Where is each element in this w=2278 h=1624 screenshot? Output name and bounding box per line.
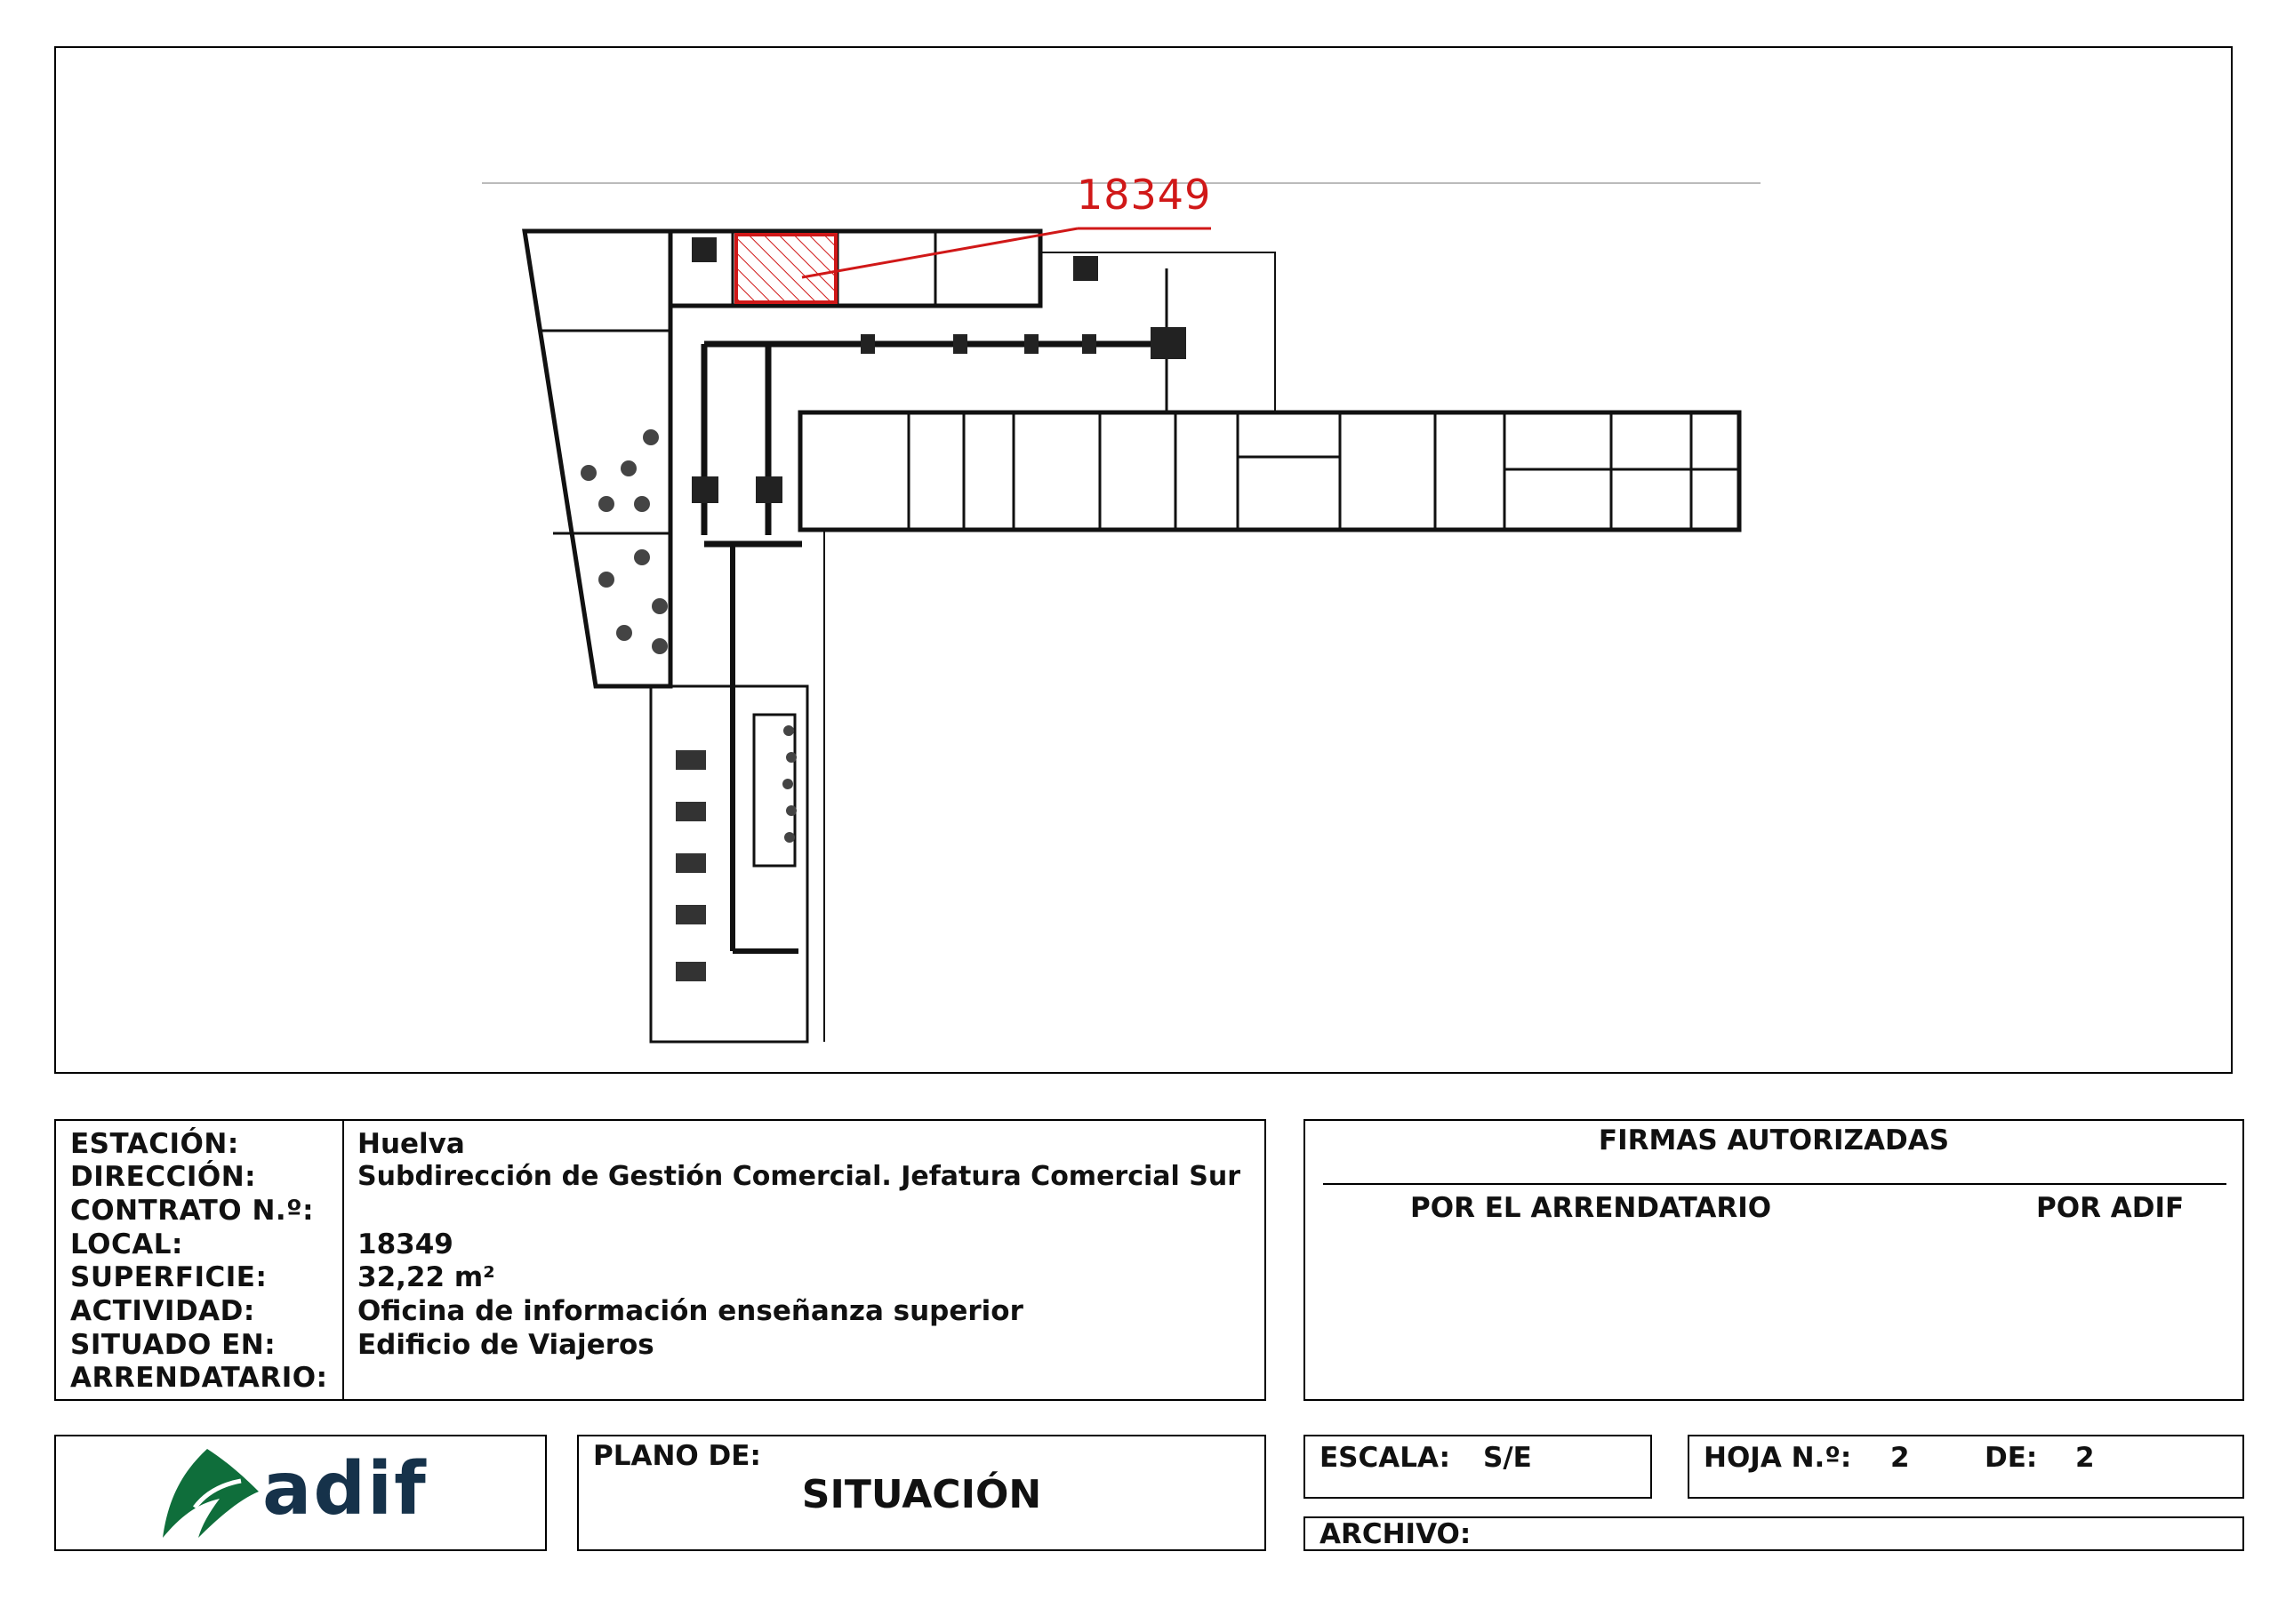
hoja-value: 2 xyxy=(1890,1442,1910,1474)
logo-box xyxy=(54,1435,547,1551)
label-local: LOCAL: xyxy=(70,1228,183,1260)
value-superficie: 32,22 m² xyxy=(357,1261,495,1293)
value-direccion: Subdirección de Gestión Comercial. Jefatura Comercial Sur xyxy=(357,1161,1241,1192)
escala-box xyxy=(1303,1435,1652,1499)
value-actividad: Oficina de información enseñanza superior xyxy=(357,1295,1023,1327)
value-local: 18349 xyxy=(357,1228,453,1260)
signature-tenant-label: POR EL ARRENDATARIO xyxy=(1410,1192,1772,1224)
hoja-de-label: DE: xyxy=(1985,1442,2038,1474)
value-estacion: Huelva xyxy=(357,1128,465,1160)
label-situado: SITUADO EN: xyxy=(70,1329,277,1361)
escala-value: S/E xyxy=(1483,1442,1532,1474)
signature-adif-label: POR ADIF xyxy=(2036,1192,2185,1224)
local-highlight xyxy=(736,235,836,302)
plano-label: PLANO DE: xyxy=(593,1440,761,1472)
label-direccion: DIRECCIÓN: xyxy=(70,1161,257,1193)
signatures-title: FIRMAS AUTORIZADAS xyxy=(1598,1124,1950,1156)
floor-plan-frame xyxy=(54,46,2233,1074)
label-estacion: ESTACIÓN: xyxy=(70,1128,239,1160)
hoja-box xyxy=(1688,1435,2244,1499)
plano-value: SITUACIÓN xyxy=(801,1472,1042,1517)
archivo-box xyxy=(1303,1516,2244,1551)
local-callout-label: 18349 xyxy=(1077,171,1212,219)
hoja-de-value: 2 xyxy=(2075,1442,2095,1474)
label-actividad: ACTIVIDAD: xyxy=(70,1295,255,1327)
signatures-box xyxy=(1303,1119,2244,1401)
escala-label: ESCALA: xyxy=(1319,1442,1450,1474)
archivo-label: ARCHIVO: xyxy=(1319,1518,1472,1550)
signatures-rule xyxy=(1323,1183,2226,1185)
label-superficie: SUPERFICIE: xyxy=(70,1261,268,1293)
label-contrato: CONTRATO N.º: xyxy=(70,1195,315,1227)
adif-logo-text: adif xyxy=(262,1447,428,1532)
plano-box xyxy=(577,1435,1266,1551)
info-divider xyxy=(342,1121,344,1399)
hoja-label: HOJA N.º: xyxy=(1704,1442,1852,1474)
value-situado: Edificio de Viajeros xyxy=(357,1329,654,1361)
label-arrendatario: ARRENDATARIO: xyxy=(70,1362,328,1394)
adif-logo-icon xyxy=(156,1445,262,1543)
